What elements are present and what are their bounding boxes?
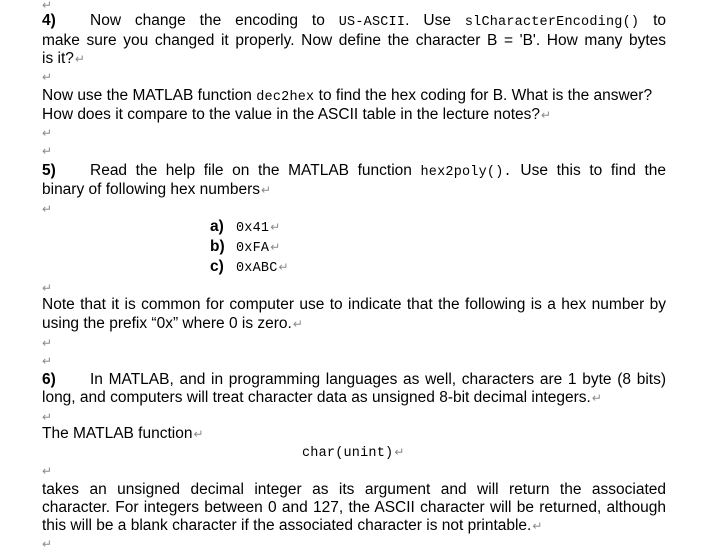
paragraph-mark: ↵ (532, 519, 543, 533)
q6-number: 6) (42, 371, 56, 388)
paragraph-mark: ↵ (541, 108, 552, 122)
q5-number: 5) (42, 162, 56, 179)
q4b-text: How does it compare to the value in the ASCII table in the lecture notes? (42, 106, 541, 123)
q4-line-3 (42, 50, 85, 68)
q4-text: . Use (405, 12, 465, 29)
fn-code-line (302, 443, 404, 463)
paragraph-mark: ↵ (42, 537, 53, 551)
paragraph-mark: ↵ (278, 260, 289, 274)
hex-value: 0x41 (236, 221, 270, 236)
paragraph-mark: ↵ (193, 427, 204, 441)
paragraph-mark: ↵ (42, 126, 53, 140)
paragraph-mark: ↵ (591, 391, 602, 405)
q4-text: to (639, 12, 666, 29)
code-dec2hex: dec2hex (256, 90, 315, 105)
q6-line-1 (42, 371, 666, 389)
fn-label-line (42, 425, 204, 443)
code-slcharacterencoding: slCharacterEncoding() (464, 15, 640, 30)
q4b-text: to find the hex coding for B. What is the answer? (314, 87, 653, 104)
paragraph-mark: ↵ (270, 220, 281, 234)
paragraph-mark: ↵ (42, 202, 53, 216)
q5-text: Read the help file on the MATLAB function (90, 162, 421, 179)
hex-item-a (210, 218, 280, 238)
note-line-1: Note that it is common for computer use to indicate that the following is a hex number by (42, 296, 666, 313)
q4-line-1 (42, 12, 666, 32)
note-text: using the prefix “0x” where 0 is zero. (42, 315, 292, 332)
q6-body-line-2: character. For integers between 0 and 127, the ASCII character will be returned, although (42, 499, 666, 516)
code-us-ascii: US-ASCII (338, 15, 406, 30)
hex-item-c (210, 258, 289, 278)
item-label: a) (210, 218, 224, 235)
item-label: b) (210, 238, 225, 255)
paragraph-mark: ↵ (394, 445, 405, 459)
paragraph-mark: ↵ (42, 410, 53, 424)
code-hex2poly: hex2poly(). (420, 165, 512, 180)
q4-text: is it? (42, 50, 74, 67)
q4-number: 4) (42, 12, 56, 29)
q5-line-1 (42, 162, 666, 182)
hex-item-b (210, 238, 280, 258)
item-label: c) (210, 258, 224, 275)
paragraph-mark: ↵ (42, 281, 53, 295)
paragraph-mark: ↵ (42, 464, 53, 478)
paragraph-mark: ↵ (42, 354, 53, 368)
q4b-line-1 (42, 87, 652, 107)
fn-label: The MATLAB function (42, 425, 193, 442)
paragraph-mark: ↵ (292, 317, 303, 331)
q6-body-line-3 (42, 517, 542, 535)
q4-line-2: make sure you changed it properly. Now define the character B = 'B'. How many bytes (42, 32, 666, 49)
paragraph-mark: ↵ (42, 70, 53, 84)
q4b-line-2 (42, 106, 551, 124)
q5-text: binary of following hex numbers (42, 181, 260, 198)
q6-body-line-1: takes an unsigned decimal integer as its argument and will return the associated (42, 481, 666, 498)
hex-value: 0xABC (236, 261, 278, 276)
paragraph-mark: ↵ (74, 52, 85, 66)
q4-text: Now change the encoding to (90, 12, 339, 29)
q6-text: long, and computers will treat character data as unsigned 8-bit decimal integers. (42, 389, 591, 406)
q6-text: this will be a blank character if the associated character is not printable. (42, 517, 532, 534)
q5-text: Use this to find the (511, 162, 666, 179)
q4b-text: Now use the MATLAB function (42, 87, 257, 104)
q6-line-2 (42, 389, 602, 407)
code-char-unint: char(unint) (302, 446, 394, 461)
q5-line-2 (42, 181, 271, 199)
paragraph-mark: ↵ (270, 240, 281, 254)
paragraph-mark: ↵ (260, 183, 272, 197)
q6-text: In MATLAB, and in programming languages as well, characters are 1 byte (8 bits) (90, 371, 666, 388)
note-line-2 (42, 315, 303, 333)
paragraph-mark: ↵ (42, 0, 53, 12)
paragraph-mark: ↵ (42, 336, 53, 350)
hex-value: 0xFA (236, 241, 270, 256)
paragraph-mark: ↵ (42, 144, 53, 158)
